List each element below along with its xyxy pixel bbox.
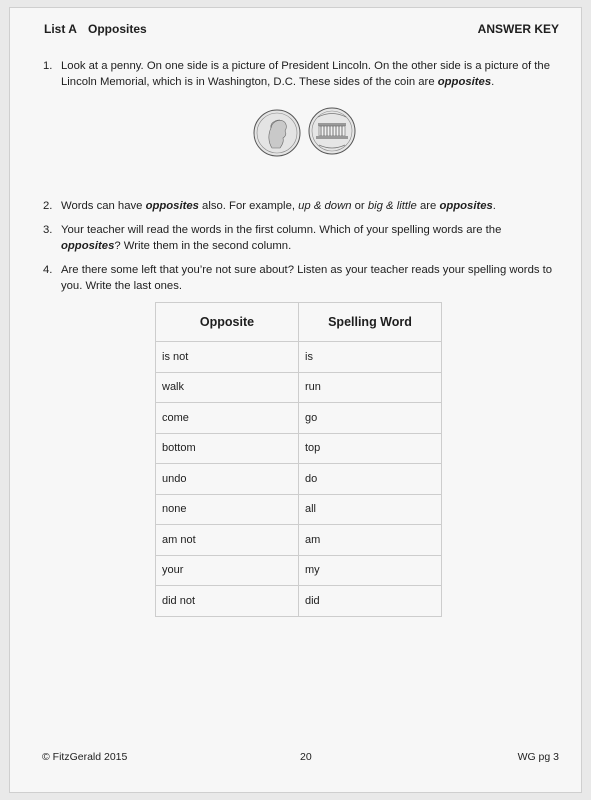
spelling-word-cell: am xyxy=(299,525,442,556)
spelling-word-cell: top xyxy=(299,433,442,464)
page-number: 20 xyxy=(300,751,312,763)
table-row xyxy=(156,372,442,403)
opposite-cell: bottom xyxy=(156,433,299,464)
opposite-cell: come xyxy=(156,403,299,434)
penny-lincoln-side-icon xyxy=(254,110,300,156)
opposite-cell: your xyxy=(156,555,299,586)
opposite-cell: did not xyxy=(156,586,299,617)
column-header-spelling-word: Spelling Word xyxy=(299,303,442,342)
spelling-word-cell: go xyxy=(299,403,442,434)
table-header-row xyxy=(156,303,442,342)
opposites-table xyxy=(155,302,442,617)
opposite-cell: undo xyxy=(156,464,299,495)
table-row xyxy=(156,433,442,464)
spelling-word-cell: all xyxy=(299,494,442,525)
page-footer xyxy=(42,751,559,767)
opposite-cell: is not xyxy=(156,342,299,373)
table-row xyxy=(156,525,442,556)
copyright-text: © FitzGerald 2015 xyxy=(42,751,128,763)
opposites-table-container xyxy=(155,302,442,617)
table-row xyxy=(156,464,442,495)
instruction-3: 3. Your teacher will read the words in the first column. Which of your spelling words are the opposites? Write them in the second column. xyxy=(43,224,502,252)
opposite-cell: walk xyxy=(156,372,299,403)
opposite-cell: none xyxy=(156,494,299,525)
page-reference: WG pg 3 xyxy=(517,751,559,763)
spelling-word-cell: is xyxy=(299,342,442,373)
spelling-word-cell: my xyxy=(299,555,442,586)
penny-memorial-side-icon xyxy=(309,108,355,154)
list-title: Opposites xyxy=(88,22,147,36)
column-header-opposite: Opposite xyxy=(156,303,299,342)
instruction-2: 2. Words can have opposites also. For example, up & down or big & little are opposites. xyxy=(43,200,496,212)
opposite-cell: am not xyxy=(156,525,299,556)
spelling-word-cell: did xyxy=(299,586,442,617)
table-row xyxy=(156,555,442,586)
table-row xyxy=(156,403,442,434)
instruction-4: 4. Are there some left that you’re not sure about? Listen as your teacher reads your spelling words to you. Write the last ones. xyxy=(43,264,553,292)
table-row xyxy=(156,342,442,373)
table-row xyxy=(156,586,442,617)
answer-key-label: ANSWER KEY xyxy=(477,22,559,36)
list-label: List A xyxy=(44,22,77,36)
instruction-1: 1. Look at a penny. On one side is a picture of President Lincoln. On the other side is a picture of the Lincoln Memorial, which is in Washington, D.C. These sides of the coin are opposites. xyxy=(43,60,550,88)
penny-illustration xyxy=(250,104,362,158)
table-row xyxy=(156,494,442,525)
spelling-word-cell: do xyxy=(299,464,442,495)
worksheet-page xyxy=(9,7,582,793)
instructions-list xyxy=(43,58,563,294)
page-header xyxy=(44,22,559,40)
spelling-word-cell: run xyxy=(299,372,442,403)
